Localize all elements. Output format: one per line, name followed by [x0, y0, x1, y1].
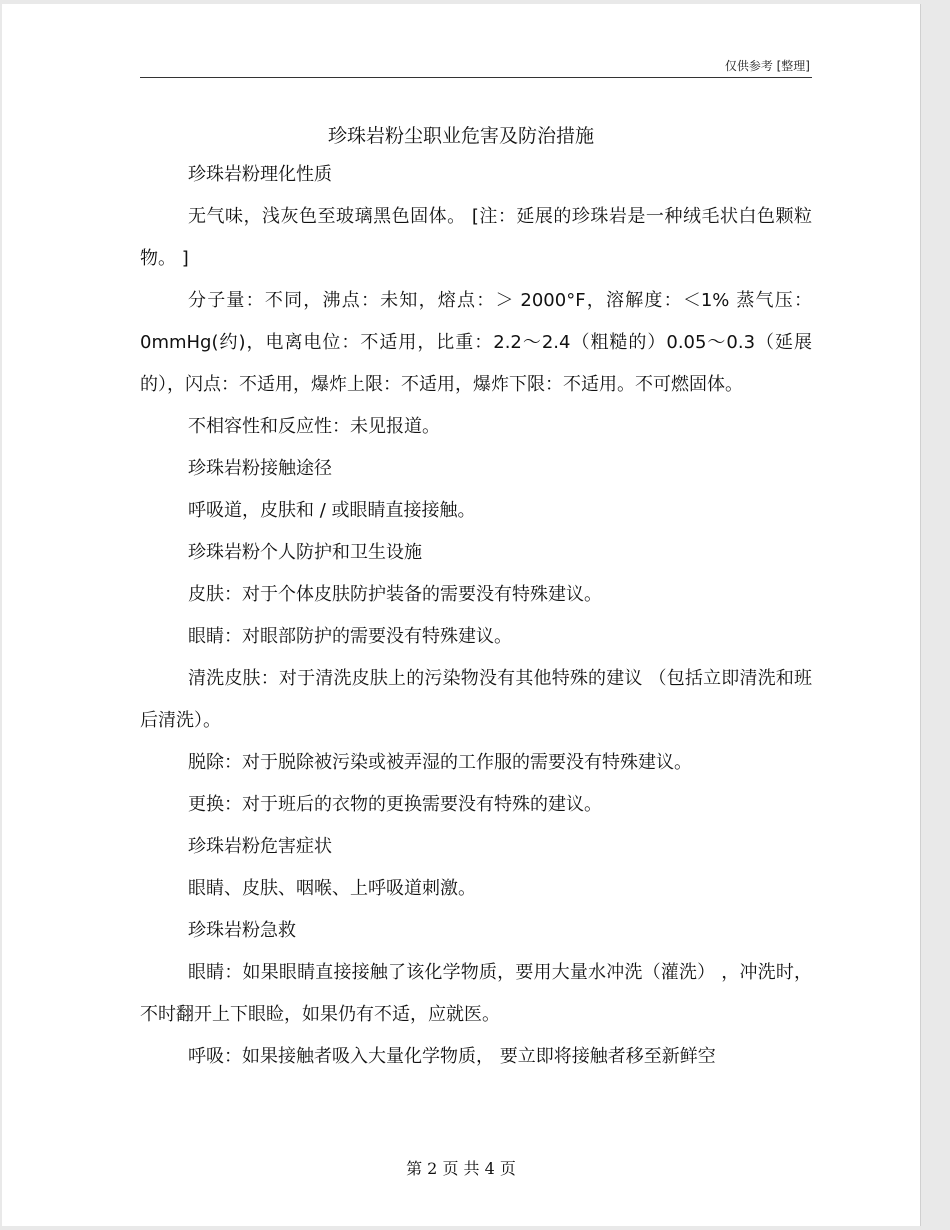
paragraph-symptoms: 眼睛、皮肤、咽喉、上呼吸道刺激。	[188, 878, 476, 899]
document-page	[2, 4, 921, 1226]
document-title: 珍珠岩粉尘职业危害及防治措施	[327, 125, 594, 147]
paragraph-appearance: 无气味，浅灰色至玻璃黑色固体。 [注：延展的珍珠岩是一种绒毛状白色颗粒物。 ]	[140, 206, 812, 269]
section-heading-first-aid: 珍珠岩粉急救	[188, 920, 296, 941]
section-heading-protection: 珍珠岩粉个人防护和卫生设施	[188, 542, 422, 563]
section-heading-symptoms: 珍珠岩粉危害症状	[188, 836, 332, 857]
section-heading-exposure-routes: 珍珠岩粉接触途径	[188, 458, 332, 479]
paragraph-first-aid-breathing: 呼吸：如果接触者吸入大量化学物质， 要立即将接触者移至新鲜空	[188, 1046, 716, 1067]
paragraph-skin-washing: 清洗皮肤：对于清洗皮肤上的污染物没有其他特殊的建议 （包括立即清洗和班后清洗）。	[140, 668, 812, 731]
paragraph-exposure-routes: 呼吸道，皮肤和 / 或眼睛直接接触。	[188, 500, 476, 521]
page-indicator: 第 2 页 共 4 页	[406, 1159, 516, 1178]
paragraph-physical-data: 分子量：不同，沸点：未知，熔点：＞ 2000°F，溶解度：＜1% 蒸气压：0mmHg(约)，电离电位：不适用，比重：2.2～2.4（粗糙的）0.05～0.3（延展的），闪点：不适用，爆炸上限：不适用，爆炸下限：不适用。不可燃固体。	[140, 290, 812, 395]
header-rule	[140, 77, 812, 78]
paragraph-first-aid-eyes: 眼睛：如果眼睛直接接触了该化学物质，要用大量水冲洗（灌洗） ，冲洗时，不时翻开上下眼睑，如果仍有不适，应就医。	[140, 962, 812, 1025]
paragraph-change-clothes: 更换：对于班后的衣物的更换需要没有特殊的建议。	[188, 794, 602, 815]
paragraph-skin-protection: 皮肤：对于个体皮肤防护装备的需要没有特殊建议。	[188, 584, 602, 605]
paragraph-eye-protection: 眼睛：对眼部防护的需要没有特殊建议。	[188, 626, 512, 647]
paragraph-reactivity: 不相容性和反应性：未见报道。	[188, 416, 440, 437]
paragraph-removal: 脱除：对于脱除被污染或被弄湿的工作服的需要没有特殊建议。	[188, 752, 692, 773]
section-heading-properties: 珍珠岩粉理化性质	[188, 164, 332, 185]
document-body	[140, 154, 812, 1078]
header-note: 仅供参考 [整理]	[724, 59, 810, 73]
